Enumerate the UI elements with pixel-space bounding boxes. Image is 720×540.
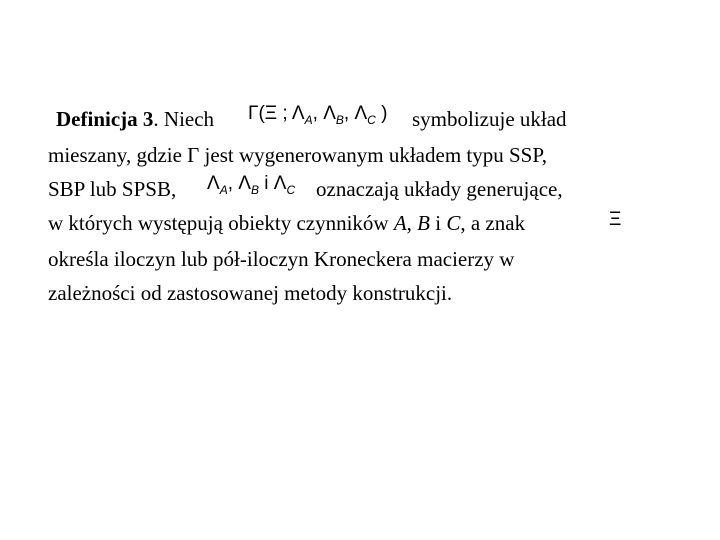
factor-a: A [393, 211, 407, 235]
factor-b: B [417, 211, 430, 235]
line1-end: symbolizuje układ [412, 107, 567, 131]
line-6: zależności od zastosowanej metody konstrukcji. [48, 281, 453, 305]
line-2: mieszany, gdzie Γ jest wygenerowanym układem typu SSP, [48, 143, 547, 167]
generator-formula: $\Lambda_A$, $\Lambda_B$ i $\Lambda_C$ [207, 173, 296, 197]
line-1 [56, 106, 214, 132]
factor-c: C [446, 211, 461, 235]
line-3-end: oznaczają układy generujące, [316, 177, 563, 201]
line-4: w których występują obiekty czynników A, B i C, a znak [48, 211, 526, 235]
definition-heading: Definicja 3 [56, 107, 154, 131]
xi-symbol: Ξ [609, 209, 622, 230]
line1-text: . Niech [153, 107, 215, 131]
line-5: określa iloczyn lub pół-iloczyn Kroneckera macierzy w [48, 247, 515, 271]
line-3-start: SBP lub SPSB, [48, 177, 177, 201]
system-formula: Γ(Ξ ; $\Lambda_A$, $\Lambda_B$, $\Lambda_C$ ) [248, 103, 388, 127]
